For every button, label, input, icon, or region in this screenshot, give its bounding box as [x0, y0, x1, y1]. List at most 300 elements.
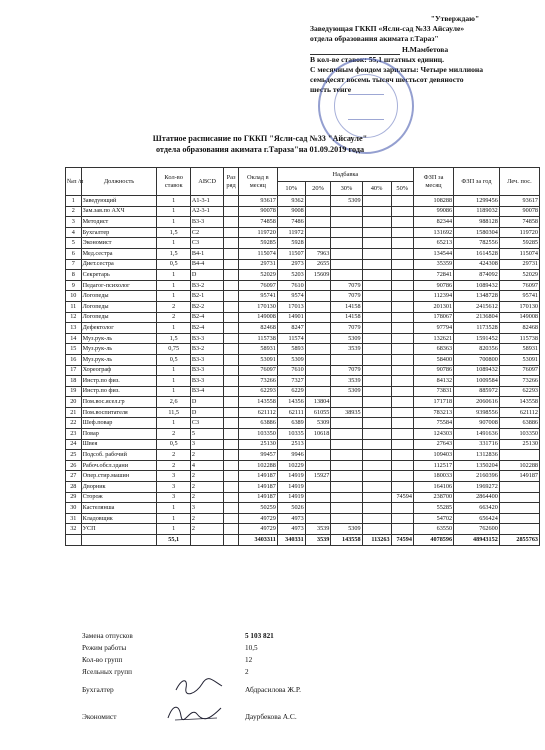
cell-salary: 149008: [238, 312, 277, 323]
cell-fzp-year: 1312836: [454, 450, 500, 461]
approval-line-5: семьдесят восемь тысяч шестьсот девяносто: [310, 75, 464, 85]
cell-rates: 2,6: [157, 397, 190, 408]
cell-bonus-50: [391, 238, 413, 249]
table-row: [66, 460, 540, 471]
cell-fzp-month: 54702: [413, 513, 453, 524]
cell-grade: [224, 291, 238, 302]
cell-bonus-40: [362, 280, 391, 291]
table-row: [66, 450, 540, 461]
cell-fzp-month: 97794: [413, 323, 453, 334]
cell-fzp-year: 907008: [454, 418, 500, 429]
cell-fzp-month: 55285: [413, 503, 453, 514]
cell-bonus-40: [362, 429, 391, 440]
cell-bonus-10: 7327: [277, 376, 305, 387]
cell-bonus-20: [305, 439, 331, 450]
cell-bonus-50: [391, 333, 413, 344]
cell-bonus-10: 5309: [277, 354, 305, 365]
cell-salary: 63886: [238, 418, 277, 429]
header-bonus-20: 20%: [305, 182, 331, 196]
cell-rates: 0,5: [157, 439, 190, 450]
cell-salary: 74858: [238, 217, 277, 228]
cell-fzp-year: 782556: [454, 238, 500, 249]
header-grade: Раз ряд: [224, 168, 238, 196]
cell-bonus-30: [331, 460, 362, 471]
table-row: [66, 301, 540, 312]
cell-grade: [224, 386, 238, 397]
cell-salary: 115738: [238, 333, 277, 344]
cell-medical: [499, 524, 539, 535]
approval-line-4: С месячным фондом зарплаты: Четыре миллиона: [310, 65, 484, 75]
cell-bonus-30: [331, 217, 362, 228]
table-row: [66, 217, 540, 228]
cell-number: 28: [66, 482, 82, 493]
table-row: [66, 513, 540, 524]
cell-bonus-20: [305, 386, 331, 397]
header-rates: Кол-во ставок: [157, 168, 190, 196]
cell-number: 10: [66, 291, 82, 302]
cell-bonus-50: [391, 354, 413, 365]
cell-bonus-30: [331, 397, 362, 408]
cell-abcd: В3-3: [190, 217, 223, 228]
cell-bonus-10: 7486: [277, 217, 305, 228]
cell-fzp-month: 108288: [413, 196, 453, 207]
cell-bonus-40: [362, 217, 391, 228]
cell-position: Муз.рук-ль: [81, 344, 157, 355]
cell-fzp-year: 663420: [454, 503, 500, 514]
cell-grade: [224, 259, 238, 270]
header-fzp-month: ФЗП за месяц: [413, 168, 453, 196]
cell-salary: 170130: [238, 301, 277, 312]
approval-line-3: В кол-ве ставок: 55,1 штатных единиц.: [310, 54, 444, 64]
cell-grade: [224, 280, 238, 291]
cell-salary: 102288: [238, 460, 277, 471]
cell-abcd: D: [190, 397, 223, 408]
cell-grade: [224, 227, 238, 238]
cell-medical: [499, 450, 539, 461]
cell-fzp-year: 1173528: [454, 323, 500, 334]
nursery-value: 2: [245, 668, 249, 676]
total-fzp-year: 48943152: [454, 535, 500, 546]
cell-bonus-40: [362, 312, 391, 323]
cell-grade: [224, 301, 238, 312]
cell-fzp-year: 1009584: [454, 376, 500, 387]
cell-bonus-40: [362, 450, 391, 461]
cell-medical: 25130: [499, 439, 539, 450]
cell-number: 32: [66, 524, 82, 535]
cell-fzp-month: 238700: [413, 492, 453, 503]
table-row: [66, 333, 540, 344]
cell-bonus-30: [331, 439, 362, 450]
cell-grade: [224, 312, 238, 323]
cell-number: 6: [66, 248, 82, 259]
cell-position: Дефектолог: [81, 323, 157, 334]
cell-position: Шеф.повар: [81, 418, 157, 429]
cell-number: 19: [66, 386, 82, 397]
total-medical: 2855763: [499, 535, 539, 546]
cell-grade: [224, 407, 238, 418]
table-row: [66, 418, 540, 429]
total-salary: 3403311: [238, 535, 277, 546]
cell-bonus-20: 10618: [305, 429, 331, 440]
cell-salary: 119720: [238, 227, 277, 238]
cell-fzp-year: 656424: [454, 513, 500, 524]
vacation-label: Замена отпусков: [82, 632, 133, 640]
cell-bonus-20: [305, 206, 331, 217]
cell-abcd: 2: [190, 482, 223, 493]
cell-abcd: В3-3: [190, 365, 223, 376]
cell-medical: 95741: [499, 291, 539, 302]
cell-fzp-year: 1591452: [454, 333, 500, 344]
cell-rates: 1,5: [157, 227, 190, 238]
economist-signature: [165, 700, 225, 724]
approval-line-1: Заведующая ГККП «Ясли-сад №33 Айсауле»: [310, 24, 465, 34]
groups-label: Кол-во групп: [82, 656, 123, 664]
cell-fzp-month: 27643: [413, 439, 453, 450]
cell-bonus-10: 6229: [277, 386, 305, 397]
cell-bonus-40: [362, 439, 391, 450]
cell-bonus-20: [305, 365, 331, 376]
cell-bonus-50: [391, 248, 413, 259]
cell-bonus-20: 15927: [305, 471, 331, 482]
cell-medical: 115074: [499, 248, 539, 259]
cell-salary: 29731: [238, 259, 277, 270]
cell-position: Экономист: [81, 238, 157, 249]
cell-bonus-40: [362, 227, 391, 238]
cell-salary: 90078: [238, 206, 277, 217]
cell-abcd: В3-3: [190, 354, 223, 365]
total-abcd: [190, 535, 223, 546]
cell-bonus-20: [305, 301, 331, 312]
mode-label: Режим работы: [82, 644, 127, 652]
cell-abcd: В3-3: [190, 333, 223, 344]
cell-bonus-50: [391, 503, 413, 514]
cell-fzp-month: 63550: [413, 524, 453, 535]
cell-bonus-20: [305, 238, 331, 249]
cell-bonus-30: [331, 354, 362, 365]
cell-position: Пом.вос.ясел.гр: [81, 397, 157, 408]
cell-salary: 82468: [238, 323, 277, 334]
cell-bonus-30: 5309: [331, 333, 362, 344]
table-row: [66, 482, 540, 493]
cell-fzp-month: 124303: [413, 429, 453, 440]
cell-bonus-30: 38935: [331, 407, 362, 418]
cell-bonus-30: [331, 471, 362, 482]
cell-abcd: 2: [190, 524, 223, 535]
cell-grade: [224, 323, 238, 334]
nursery-label: Ясельных групп: [82, 668, 132, 676]
cell-abcd: 2: [190, 513, 223, 524]
cell-bonus-40: [362, 482, 391, 493]
cell-rates: 1: [157, 217, 190, 228]
cell-rates: 1: [157, 323, 190, 334]
cell-grade: [224, 439, 238, 450]
cell-bonus-10: 8247: [277, 323, 305, 334]
cell-fzp-year: 424308: [454, 259, 500, 270]
cell-grade: [224, 270, 238, 281]
staffing-table: [65, 167, 540, 546]
cell-bonus-50: [391, 524, 413, 535]
cell-rates: 2: [157, 312, 190, 323]
table-row: [66, 227, 540, 238]
cell-medical: 103350: [499, 429, 539, 440]
cell-bonus-10: 10229: [277, 460, 305, 471]
cell-rates: 2: [157, 429, 190, 440]
document-title: [80, 133, 440, 155]
cell-bonus-10: 14919: [277, 492, 305, 503]
cell-abcd: В3-3: [190, 376, 223, 387]
cell-fzp-year: 1089432: [454, 280, 500, 291]
cell-medical: 74858: [499, 217, 539, 228]
cell-abcd: В4-4: [190, 259, 223, 270]
table-row: [66, 376, 540, 387]
cell-number: 18: [66, 376, 82, 387]
cell-bonus-50: [391, 439, 413, 450]
cell-fzp-month: 82344: [413, 217, 453, 228]
cell-bonus-50: [391, 418, 413, 429]
cell-rates: 1: [157, 196, 190, 207]
cell-bonus-40: [362, 259, 391, 270]
cell-grade: [224, 206, 238, 217]
cell-grade: [224, 492, 238, 503]
cell-medical: [499, 513, 539, 524]
header-number: №п /п: [66, 168, 82, 196]
cell-rates: 1: [157, 376, 190, 387]
cell-bonus-50: [391, 376, 413, 387]
cell-bonus-10: 11507: [277, 248, 305, 259]
cell-bonus-30: 7079: [331, 291, 362, 302]
cell-position: Бухгалтер: [81, 227, 157, 238]
cell-fzp-month: 164106: [413, 482, 453, 493]
cell-medical: 170130: [499, 301, 539, 312]
total-bonus-10: 340331: [277, 535, 305, 546]
cell-abcd: 5: [190, 429, 223, 440]
cell-bonus-40: [362, 323, 391, 334]
cell-bonus-20: [305, 482, 331, 493]
cell-fzp-year: 1189032: [454, 206, 500, 217]
cell-rates: 1,5: [157, 248, 190, 259]
header-bonus-30: 30%: [331, 182, 362, 196]
cell-bonus-30: [331, 450, 362, 461]
cell-bonus-40: [362, 503, 391, 514]
cell-grade: [224, 376, 238, 387]
table-body: [66, 196, 540, 546]
cell-fzp-year: 762600: [454, 524, 500, 535]
cell-bonus-50: [391, 323, 413, 334]
cell-fzp-month: 134544: [413, 248, 453, 259]
cell-salary: 103350: [238, 429, 277, 440]
cell-bonus-30: [331, 513, 362, 524]
cell-salary: 73266: [238, 376, 277, 387]
cell-fzp-month: 112517: [413, 460, 453, 471]
table-row: [66, 429, 540, 440]
cell-salary: 49729: [238, 524, 277, 535]
cell-abcd: А1-3-1: [190, 196, 223, 207]
cell-bonus-40: [362, 471, 391, 482]
cell-fzp-year: 820356: [454, 344, 500, 355]
cell-medical: 621112: [499, 407, 539, 418]
cell-abcd: С3: [190, 238, 223, 249]
cell-fzp-month: 180033: [413, 471, 453, 482]
cell-position: Заведующий: [81, 196, 157, 207]
cell-bonus-10: 2973: [277, 259, 305, 270]
cell-rates: 1: [157, 524, 190, 535]
cell-bonus-50: [391, 312, 413, 323]
cell-position: Хореограф: [81, 365, 157, 376]
cell-bonus-20: [305, 291, 331, 302]
cell-rates: 1: [157, 238, 190, 249]
cell-bonus-20: 5309: [305, 418, 331, 429]
cell-bonus-30: 5309: [331, 196, 362, 207]
cell-rates: 3: [157, 492, 190, 503]
title-line-1: Штатное расписание по ГККП "Ясли-сад №33 "Айсауле": [152, 134, 368, 143]
cell-fzp-year: 1348728: [454, 291, 500, 302]
cell-bonus-20: 15609: [305, 270, 331, 281]
cell-bonus-40: [362, 354, 391, 365]
cell-grade: [224, 248, 238, 259]
cell-abcd: В3-2: [190, 280, 223, 291]
table-row: [66, 238, 540, 249]
vacation-value: 5 103 821: [245, 632, 274, 640]
cell-number: 14: [66, 333, 82, 344]
table-row: [66, 471, 540, 482]
cell-medical: 102288: [499, 460, 539, 471]
table-row: [66, 492, 540, 503]
cell-fzp-month: 75584: [413, 418, 453, 429]
cell-medical: 149187: [499, 471, 539, 482]
cell-rates: 1: [157, 503, 190, 514]
table-row: [66, 365, 540, 376]
cell-fzp-month: 109403: [413, 450, 453, 461]
cell-grade: [224, 460, 238, 471]
cell-fzp-month: 131692: [413, 227, 453, 238]
accountant-name: Абдрасилова Ж.Р.: [245, 685, 301, 694]
cell-bonus-50: [391, 206, 413, 217]
cell-salary: 621112: [238, 407, 277, 418]
cell-fzp-year: 9398556: [454, 407, 500, 418]
cell-number: 9: [66, 280, 82, 291]
cell-fzp-year: 2136804: [454, 312, 500, 323]
header-salary: Оклад в месяц: [238, 168, 277, 196]
cell-rates: 1,5: [157, 333, 190, 344]
cell-rates: 1: [157, 270, 190, 281]
cell-bonus-20: [305, 503, 331, 514]
cell-bonus-40: [362, 270, 391, 281]
cell-bonus-50: [391, 280, 413, 291]
header-fzp-year: ФЗП за год: [454, 168, 500, 196]
cell-medical: [499, 492, 539, 503]
cell-fzp-year: 885972: [454, 386, 500, 397]
cell-bonus-40: [362, 333, 391, 344]
table-row: [66, 291, 540, 302]
table-row: [66, 407, 540, 418]
cell-bonus-10: 5893: [277, 344, 305, 355]
cell-fzp-month: 84132: [413, 376, 453, 387]
cell-bonus-50: [391, 344, 413, 355]
cell-bonus-10: 14919: [277, 471, 305, 482]
cell-grade: [224, 450, 238, 461]
cell-bonus-30: [331, 429, 362, 440]
cell-fzp-month: 99086: [413, 206, 453, 217]
cell-number: 27: [66, 471, 82, 482]
cell-salary: 149187: [238, 482, 277, 493]
cell-number: 26: [66, 460, 82, 471]
cell-position: Кастелянша: [81, 503, 157, 514]
cell-bonus-30: 3539: [331, 344, 362, 355]
cell-bonus-30: [331, 503, 362, 514]
cell-bonus-40: [362, 365, 391, 376]
cell-medical: 119720: [499, 227, 539, 238]
cell-grade: [224, 513, 238, 524]
cell-bonus-20: [305, 354, 331, 365]
cell-number: 11: [66, 301, 82, 312]
cell-fzp-year: 1580304: [454, 227, 500, 238]
cell-bonus-20: [305, 344, 331, 355]
cell-bonus-50: [391, 482, 413, 493]
cell-number: 20: [66, 397, 82, 408]
cell-abcd: В3-4: [190, 386, 223, 397]
total-bonus-50: 74594: [391, 535, 413, 546]
cell-abcd: 4: [190, 460, 223, 471]
table-row: [66, 503, 540, 514]
cell-salary: 76097: [238, 365, 277, 376]
cell-grade: [224, 482, 238, 493]
cell-bonus-40: [362, 196, 391, 207]
approval-director-line: [310, 45, 540, 55]
total-position: [81, 535, 157, 546]
cell-bonus-20: 61055: [305, 407, 331, 418]
total-bonus-30: 143558: [331, 535, 362, 546]
cell-rates: 1: [157, 386, 190, 397]
cell-bonus-40: [362, 301, 391, 312]
cell-position: Секретарь: [81, 270, 157, 281]
cell-position: Швея: [81, 439, 157, 450]
cell-number: 22: [66, 418, 82, 429]
cell-fzp-year: 2060616: [454, 397, 500, 408]
total-rates: 55,1: [157, 535, 190, 546]
cell-grade: [224, 524, 238, 535]
cell-rates: 0,5: [157, 259, 190, 270]
cell-medical: 73266: [499, 376, 539, 387]
cell-medical: 53091: [499, 354, 539, 365]
cell-bonus-30: [331, 259, 362, 270]
cell-bonus-30: 14158: [331, 312, 362, 323]
cell-bonus-50: [391, 291, 413, 302]
cell-position: Дворник: [81, 482, 157, 493]
cell-bonus-50: [391, 513, 413, 524]
cell-fzp-year: 1089432: [454, 365, 500, 376]
cell-fzp-month: 783213: [413, 407, 453, 418]
cell-number: 21: [66, 407, 82, 418]
cell-medical: 52029: [499, 270, 539, 281]
cell-bonus-30: 7079: [331, 280, 362, 291]
cell-bonus-50: [391, 217, 413, 228]
cell-position: Логопеды: [81, 312, 157, 323]
table-row: [66, 280, 540, 291]
cell-grade: [224, 196, 238, 207]
cell-fzp-month: 171718: [413, 397, 453, 408]
cell-fzp-year: 1299456: [454, 196, 500, 207]
cell-position: Подсоб. рабочий: [81, 450, 157, 461]
cell-position: Пом.воспитателя: [81, 407, 157, 418]
cell-bonus-40: [362, 344, 391, 355]
cell-bonus-40: [362, 248, 391, 259]
cell-position: Опер.стир.машин: [81, 471, 157, 482]
cell-grade: [224, 418, 238, 429]
economist-name: Даурбекова А.С.: [245, 712, 297, 721]
cell-salary: 149187: [238, 471, 277, 482]
cell-bonus-20: [305, 280, 331, 291]
cell-salary: 62293: [238, 386, 277, 397]
